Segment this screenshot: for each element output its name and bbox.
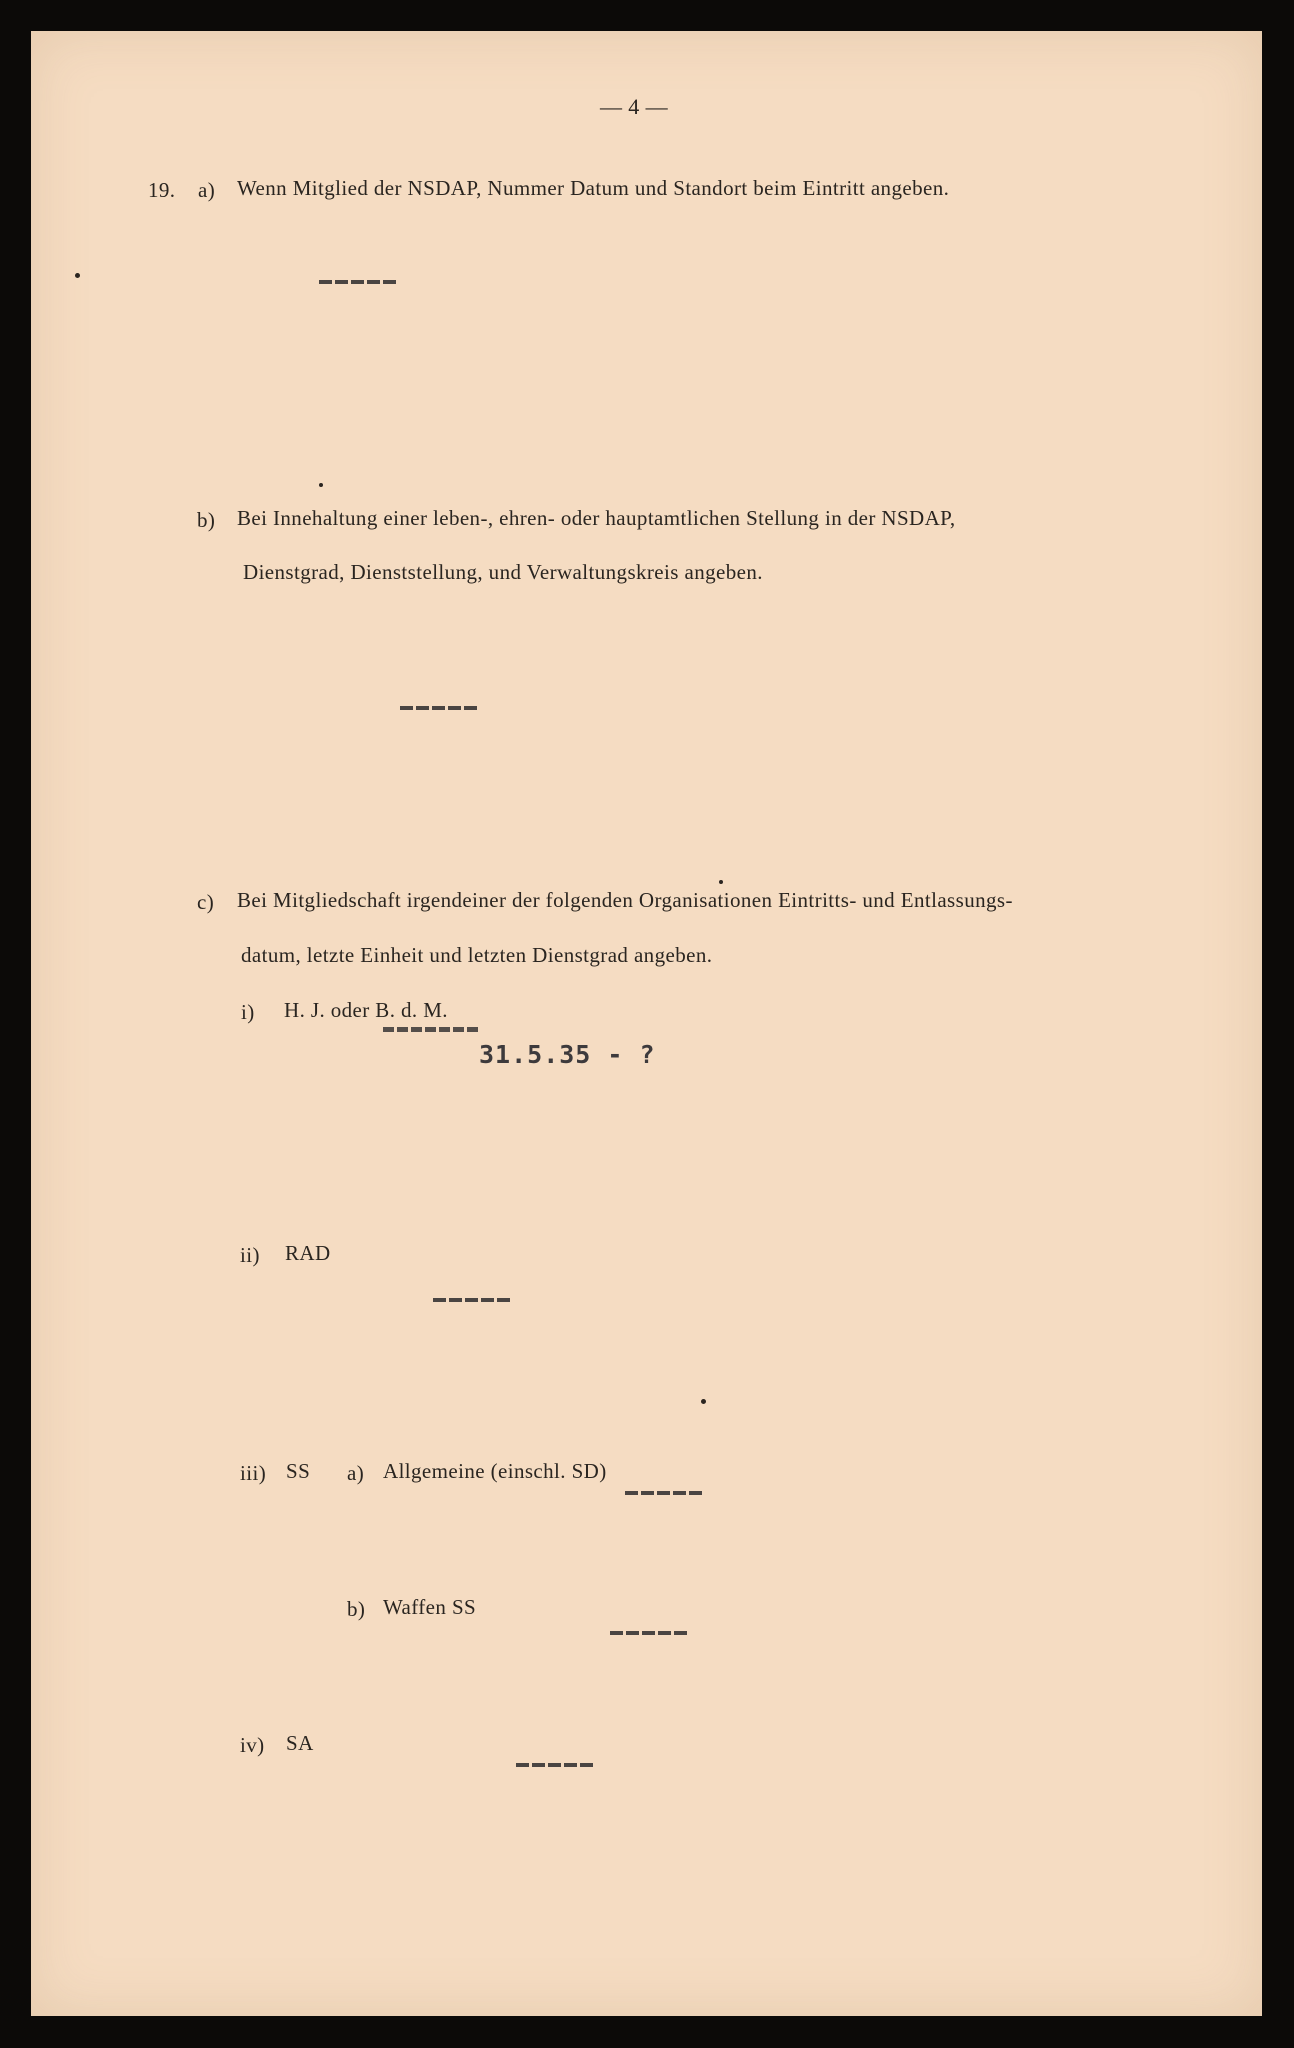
page-number: — 4 — — [600, 94, 668, 119]
item-i-underline — [383, 1027, 479, 1032]
document-page — [31, 31, 1262, 2016]
item-ii-label: ii) — [240, 1243, 260, 1267]
item-b-answer-dashes — [400, 706, 478, 710]
item-iii-label: iii) — [240, 1461, 267, 1485]
item-iii-b-text: Waffen SS — [383, 1595, 477, 1619]
item-iii-a-text: Allgemeine (einschl. SD) — [383, 1459, 607, 1483]
item-i-answer: 31.5.35 - ? — [479, 1040, 656, 1069]
item-c-label: c) — [197, 890, 215, 914]
paper-speck — [75, 273, 80, 278]
item-iii-b-answer-dashes — [610, 1631, 688, 1635]
paper-speck — [719, 880, 723, 884]
item-b-line2: Dienstgrad, Dienststellung, und Verwaltungskreis angeben. — [243, 560, 763, 584]
item-i-label: i) — [241, 1000, 255, 1024]
item-a-label: a) — [198, 178, 216, 202]
item-a-answer-dashes — [319, 280, 397, 284]
item-a-text: Wenn Mitglied der NSDAP, Nummer Datum und Standort beim Eintritt angeben. — [237, 176, 950, 200]
item-c-line1: Bei Mitgliedschaft irgendeiner der folgenden Organisationen Eintritts- und Entlassungs- — [237, 888, 1013, 912]
item-b-label: b) — [197, 508, 216, 532]
item-ii-answer-dashes — [433, 1298, 511, 1302]
item-iii-a-answer-dashes — [625, 1491, 703, 1495]
item-b-line1: Bei Innehaltung einer leben-, ehren- oder hauptamtlichen Stellung in der NSDAP, — [237, 506, 956, 530]
item-ii-text: RAD — [285, 1241, 331, 1265]
item-i-text: H. J. oder B. d. M. — [284, 998, 448, 1022]
item-iv-label: iv) — [240, 1733, 265, 1757]
paper-speck — [319, 483, 323, 487]
question-number: 19. — [148, 178, 176, 202]
item-iv-answer-dashes — [516, 1763, 594, 1767]
item-iii-text: SS — [286, 1459, 311, 1483]
item-c-line2: datum, letzte Einheit und letzten Dienstgrad angeben. — [241, 943, 713, 967]
item-iv-text: SA — [286, 1731, 314, 1755]
item-iii-a-label: a) — [347, 1461, 365, 1485]
item-iii-b-label: b) — [347, 1597, 366, 1621]
paper-speck — [701, 1399, 706, 1404]
